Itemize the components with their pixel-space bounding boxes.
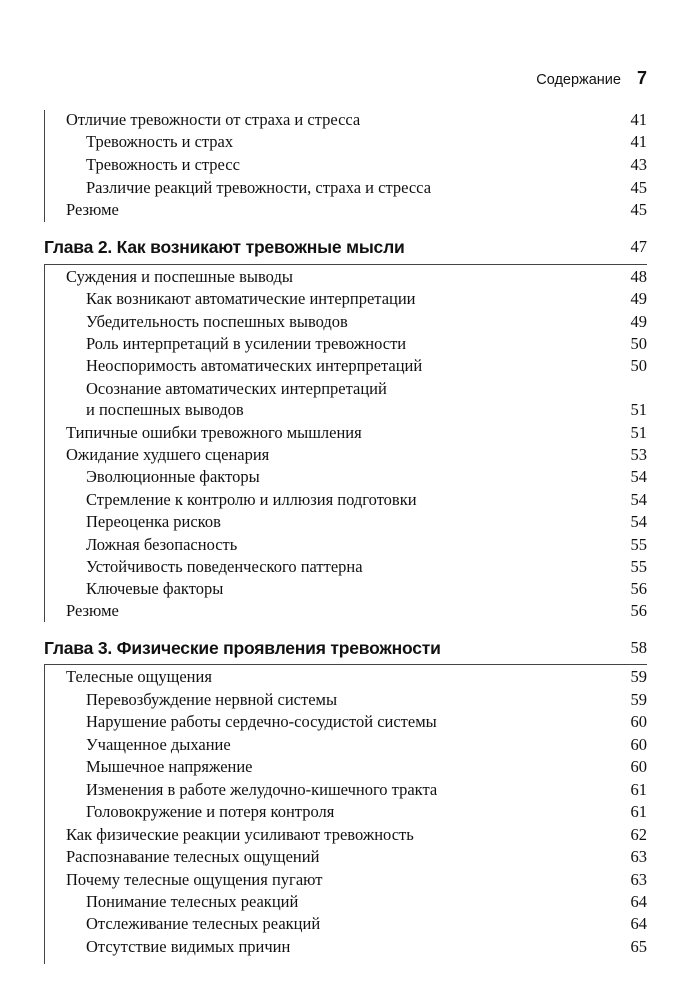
toc-subentry-page: 55 [630, 557, 647, 576]
toc-entry-page: 62 [630, 825, 647, 844]
toc-subentry-page: 54 [630, 512, 647, 531]
toc-subentry [86, 735, 647, 755]
toc-entry [66, 870, 647, 890]
toc-subentry-title: Перевозбуждение нервной системы [86, 690, 338, 709]
toc-subentry-title: Переоценка рисков [86, 512, 221, 531]
toc-subentry [86, 490, 647, 510]
toc-subentry-title: Учащенное дыхание [86, 735, 231, 754]
toc-chapter-title: Глава 3. Физические проявления тревожности [44, 638, 441, 658]
toc-entry-page: 63 [630, 870, 647, 889]
running-header-title: Содержание [536, 72, 621, 88]
toc-subentry-page: 65 [630, 937, 647, 956]
toc-subentry-page: 64 [630, 914, 647, 933]
toc-subentry-title: Стремление к контролю и иллюзия подготовки [86, 490, 417, 509]
toc-entry-page: 41 [630, 110, 647, 129]
toc-subentry [86, 535, 647, 555]
toc-chapter [44, 237, 647, 257]
toc-subentry-page: 60 [630, 735, 647, 754]
toc-subentry-page: 50 [630, 334, 647, 353]
toc-subentry-title: Головокружение и потеря контроля [86, 802, 335, 821]
toc-entry-title: Почему телесные ощущения пугают [66, 870, 323, 889]
toc-subentry-page: 43 [630, 155, 647, 174]
toc-subentry [86, 690, 647, 710]
toc-subentry [86, 378, 647, 420]
toc-subentry-title-line2: и поспешных выводов [86, 400, 244, 419]
toc-entry-title: Как физические реакции усиливают тревожность [66, 825, 414, 844]
toc-entry-title: Суждения и поспешные выводы [66, 267, 293, 286]
toc-subentry-title: Устойчивость поведенческого паттерна [86, 557, 363, 576]
page-number: 7 [636, 68, 647, 88]
chapter-rule [44, 664, 647, 665]
toc-subentry-page: 41 [630, 132, 647, 151]
toc-subentry-page: 60 [630, 712, 647, 731]
toc-entry-page: 48 [630, 267, 647, 286]
toc-subentry [86, 289, 647, 309]
toc-subentry-title: Убедительность поспешных выводов [86, 312, 348, 331]
toc-subentry [86, 155, 647, 175]
toc-subentry-title: Нарушение работы сердечно-сосудистой системы [86, 712, 437, 731]
toc-subentry-title: Роль интерпретаций в усилении тревожности [86, 334, 407, 353]
toc-entry-page: 63 [630, 847, 647, 866]
section-rule [44, 264, 45, 622]
toc-subentry-title: Понимание телесных реакций [86, 892, 299, 911]
toc-entry-title: Телесные ощущения [66, 667, 212, 686]
toc-subentry-title: Тревожность и стресс [86, 155, 240, 174]
toc-subentry-title: Неоспоримость автоматических интерпретаций [86, 356, 423, 375]
toc-subentry-page: 49 [630, 312, 647, 331]
toc-entry [66, 423, 647, 443]
toc-subentry [86, 178, 647, 198]
toc-entry [66, 267, 647, 287]
toc-subentry [86, 802, 647, 822]
toc-chapter-page: 47 [630, 237, 647, 256]
toc-subentry-page: 61 [630, 802, 647, 821]
toc-subentry [86, 780, 647, 800]
toc-entry [66, 667, 647, 687]
toc-subentry-page: 54 [630, 490, 647, 509]
toc-chapter [44, 638, 647, 658]
toc-entry-title: Распознавание телесных ощущений [66, 847, 320, 866]
toc-entry [66, 110, 647, 130]
toc-subentry [86, 467, 647, 487]
toc-subentry [86, 937, 647, 957]
toc-subentry-title: Отслеживание телесных реакций [86, 914, 321, 933]
toc-subentry-title: Мышечное напряжение [86, 757, 253, 776]
toc-entry-page: 51 [630, 423, 647, 442]
toc-chapter-title: Глава 2. Как возникают тревожные мысли [44, 237, 405, 257]
toc-subentry-title: Изменения в работе желудочно-кишечного тракта [86, 780, 438, 799]
toc-subentry-page: 51 [630, 400, 647, 419]
toc-subentry [86, 334, 647, 354]
toc-entry [66, 200, 647, 220]
toc-entry-page: 45 [630, 200, 647, 219]
toc-entry [66, 601, 647, 621]
toc-subentry [86, 312, 647, 332]
toc-subentry-page: 54 [630, 467, 647, 486]
toc-entry-title: Отличие тревожности от страха и стресса [66, 110, 361, 129]
toc-subentry [86, 712, 647, 732]
toc-entry-title: Типичные ошибки тревожного мышления [66, 423, 362, 442]
toc-entry-page: 56 [630, 601, 647, 620]
toc-entry [66, 847, 647, 867]
toc-entry-title: Резюме [66, 200, 119, 219]
toc-entry [66, 825, 647, 845]
toc-subentry-title: Отсутствие видимых причин [86, 937, 291, 956]
toc-entry-page: 59 [630, 667, 647, 686]
toc-subentry-title: Тревожность и страх [86, 132, 234, 151]
toc-subentry [86, 132, 647, 152]
toc-subentry [86, 757, 647, 777]
toc-subentry-page: 45 [630, 178, 647, 197]
toc-entry [66, 445, 647, 465]
toc-subentry [86, 512, 647, 532]
toc-subentry-title: Эволюционные факторы [86, 467, 260, 486]
toc-subentry-page: 50 [630, 356, 647, 375]
toc-subentry-title-line1: Осознание автоматических интерпретаций [86, 379, 387, 398]
toc-subentry-title: Как возникают автоматические интерпретации [86, 289, 416, 308]
section-rule [44, 664, 45, 964]
section-rule [44, 110, 45, 222]
toc-subentry-page: 55 [630, 535, 647, 554]
toc-entry-page: 53 [630, 445, 647, 464]
toc-subentry-title: Различие реакций тревожности, страха и стресса [86, 178, 432, 197]
chapter-rule [44, 264, 647, 265]
toc-subentry-title: Ложная безопасность [86, 535, 238, 554]
toc-subentry [86, 914, 647, 934]
toc-subentry [86, 892, 647, 912]
running-header [536, 68, 647, 89]
toc-subentry-title: Ключевые факторы [86, 579, 224, 598]
toc-subentry-page: 64 [630, 892, 647, 911]
toc-subentry [86, 557, 647, 577]
toc-subentry-page: 61 [630, 780, 647, 799]
toc-chapter-page: 58 [630, 638, 647, 657]
toc-entry-title: Резюме [66, 601, 119, 620]
toc-subentry [86, 356, 647, 376]
toc-entry-title: Ожидание худшего сценария [66, 445, 270, 464]
toc-subentry-page: 60 [630, 757, 647, 776]
toc-subentry-page: 59 [630, 690, 647, 709]
toc-subentry-page: 56 [630, 579, 647, 598]
toc-subentry-title [86, 378, 387, 420]
toc-subentry-page: 49 [630, 289, 647, 308]
toc-subentry [86, 579, 647, 599]
